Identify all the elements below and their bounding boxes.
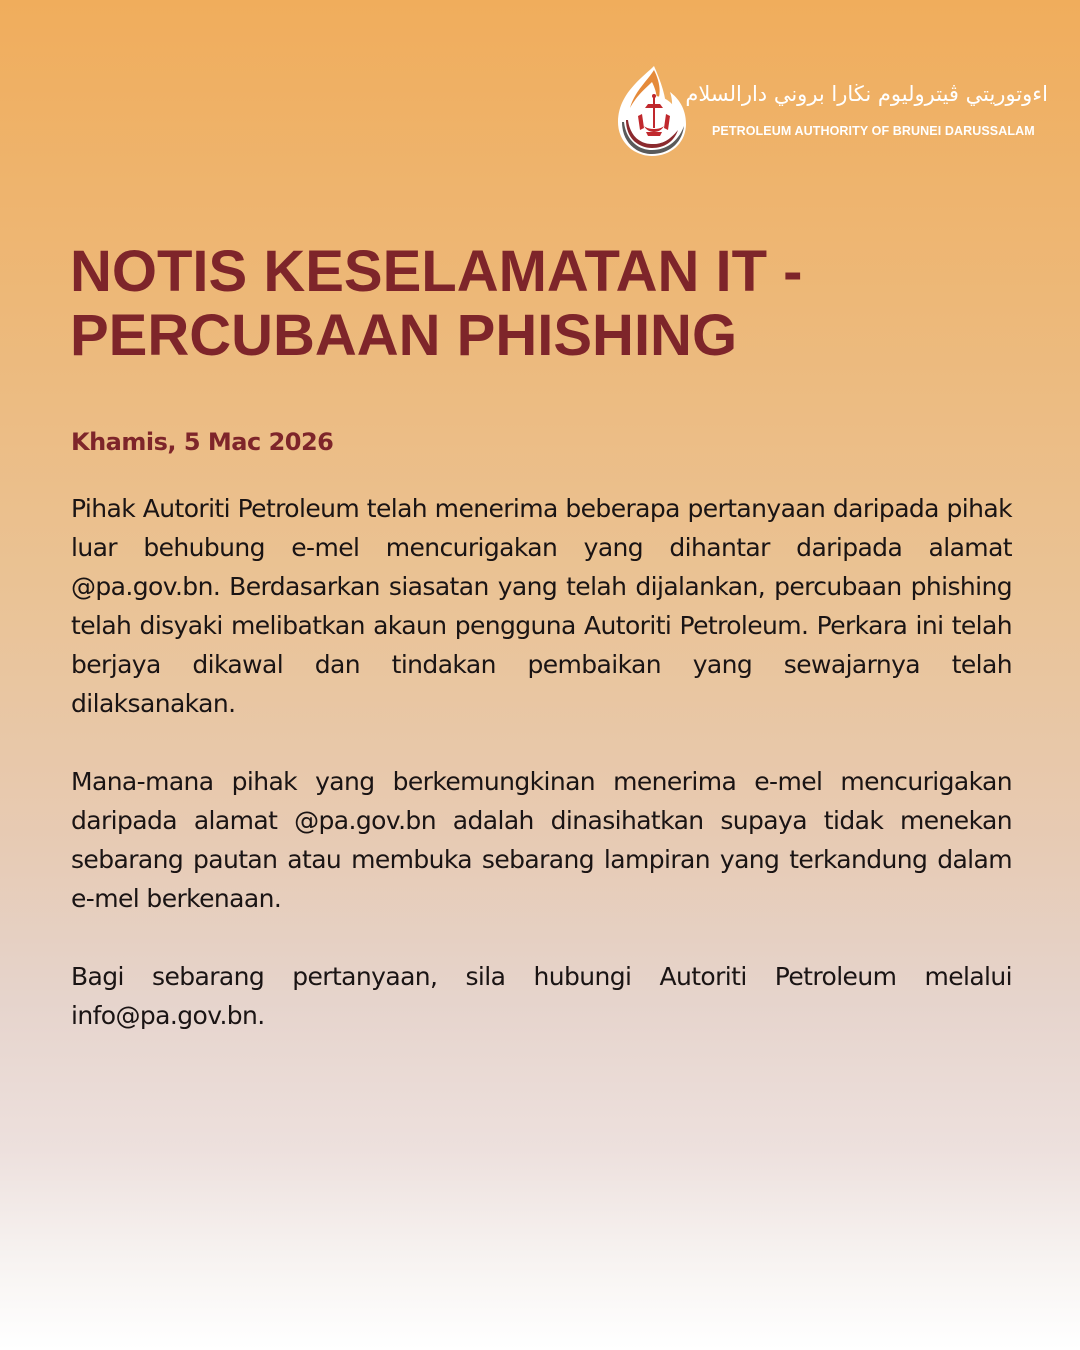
organization-logo [612,64,1052,160]
notice-date: Khamis, 5 Mac 2026 [71,428,334,456]
notice-title [70,240,970,368]
notice-paragraph-2: Mana-mana pihak yang berkemungkinan menerima e-mel mencurigakan daripada alamat @pa.gov.bn adalah dinasihatkan supaya tidak menekan sebarang pautan atau membuka sebarang lampiran yang terkandung dalam e-mel berkenaan. [71,767,1012,913]
notice-paragraph-1: Pihak Autoriti Petroleum telah menerima beberapa pertanyaan daripada pihak luar behubung e-mel mencurigakan yang dihantar daripada alamat @pa.gov.bn. Berdasarkan siasatan yang telah dijalankan, percubaan phishing telah disyaki melibatkan akaun pengguna Autoriti Petroleum. Perkara ini telah berjaya dikawal dan tindakan pembaikan yang sewajarnya telah dilaksanakan. [71,494,1012,718]
logo-english-name: PETROLEUM AUTHORITY OF BRUNEI DARUSSALAM [712,124,1035,138]
notice-title-line1: NOTIS KESELAMATAN IT - [70,239,803,304]
notice-paragraph-3: Bagi sebarang pertanyaan, sila hubungi Autoriti Petroleum melalui info@pa.gov.bn. [71,962,1012,1030]
notice-title-line2: PERCUBAAN PHISHING [70,303,738,368]
flame-crest-icon [612,64,690,158]
logo-arabic-name: اءوتوريتي ڤيتروليوم نڬارا بروني دارالسلام [685,82,1048,106]
